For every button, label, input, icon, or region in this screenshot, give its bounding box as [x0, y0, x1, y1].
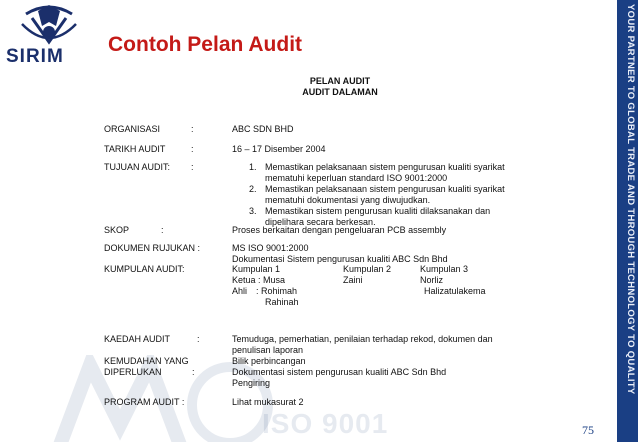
- tujuan-label: TUJUAN AUDIT:: [104, 162, 171, 172]
- tarikh-label: TARIKH AUDIT: [104, 144, 166, 154]
- kaedah-value: penulisan laporan: [232, 345, 304, 355]
- kaedah-label: KAEDAH AUDIT: [104, 334, 171, 344]
- tujuan-item-number: 1.: [249, 162, 257, 172]
- page-number: 75: [582, 423, 594, 437]
- kumpulan-1: Kumpulan 1: [232, 264, 281, 274]
- ahli-1: : Rohimah: [256, 286, 298, 296]
- tujuan-colon: :: [191, 162, 194, 172]
- ahli-label: Ahli: [232, 286, 248, 296]
- watermark-text: ISO 9001: [262, 408, 389, 439]
- skop-colon: :: [161, 225, 164, 235]
- kumpulan-2: Kumpulan 2: [343, 264, 392, 274]
- kumpulan-3: Kumpulan 3: [420, 264, 469, 274]
- kaedah-value: Temuduga, pemerhatian, penilaian terhadap rekod, dokumen dan: [232, 334, 493, 344]
- organisasi-value: ABC SDN BHD: [232, 124, 294, 134]
- tujuan-item-text: mematuhi dokumentasi yang diwujudkan.: [265, 195, 431, 205]
- rujukan-label: DOKUMEN RUJUKAN :: [104, 243, 201, 253]
- sirim-logo-text: SIRIM: [6, 46, 64, 67]
- tujuan-item-number: 2.: [249, 184, 257, 194]
- kemudahan-value: Bilik perbincangan: [232, 356, 306, 366]
- ketua-3: Norliz: [420, 275, 444, 285]
- tujuan-item-text: Memastikan pelaksanaan sistem pengurusan kualiti syarikat: [265, 184, 505, 194]
- skop-label: SKOP: [104, 225, 130, 235]
- rujukan-value: MS ISO 9001:2000: [232, 243, 309, 253]
- document-subheading: AUDIT DALAMAN: [302, 87, 378, 97]
- kaedah-colon: :: [197, 334, 200, 344]
- program-label: PROGRAM AUDIT :: [104, 397, 185, 407]
- tujuan-item-text: Memastikan pelaksanaan sistem pengurusan kualiti syarikat: [265, 162, 505, 172]
- ahli-3: Halizatulakema: [424, 286, 486, 296]
- tujuan-item-number: 3.: [249, 206, 257, 216]
- organisasi-label: ORGANISASI: [104, 124, 161, 134]
- skop-value: Proses berkaitan dengan pengeluaran PCB assembly: [232, 225, 447, 235]
- ketua-1: Ketua : Musa: [232, 275, 286, 285]
- ketua-2: Zaini: [343, 275, 363, 285]
- organisasi-colon: :: [191, 124, 194, 134]
- tujuan-item-text: dipelihara secara berkesan.: [265, 217, 376, 227]
- program-value: Lihat mukasurat 2: [232, 397, 304, 407]
- banner-text: YOUR PARTNER TO GLOBAL TRADE AND THROUGH TECHNOLOGY TO QUALITY: [625, 4, 636, 395]
- tarikh-colon: :: [191, 144, 194, 154]
- rujukan-value: Dokumentasi Sistem pengurusan kualiti ABC Sdn Bhd: [232, 254, 448, 264]
- kemudahan-value: Pengiring: [232, 378, 271, 388]
- kemudahan-label: KEMUDAHAN YANG: [104, 356, 189, 366]
- kemudahan-colon: :: [192, 367, 195, 377]
- tujuan-item-text: Memastikan sistem pengurusan kualiti dilaksanakan dan: [265, 206, 491, 216]
- document-heading: PELAN AUDIT: [309, 76, 371, 86]
- ahli-1b: Rahinah: [265, 297, 299, 307]
- slide-title: Contoh Pelan Audit: [108, 33, 303, 56]
- kemudahan-value: Dokumentasi sistem pengurusan kualiti ABC Sdn Bhd: [232, 367, 447, 377]
- kemudahan-label: DIPERLUKAN: [104, 367, 162, 377]
- kumpulan-label: KUMPULAN AUDIT:: [104, 264, 185, 274]
- tujuan-item-text: mematuhi keperluan standard ISO 9001:2000: [265, 173, 448, 183]
- tarikh-value: 16 – 17 Disember 2004: [232, 144, 326, 154]
